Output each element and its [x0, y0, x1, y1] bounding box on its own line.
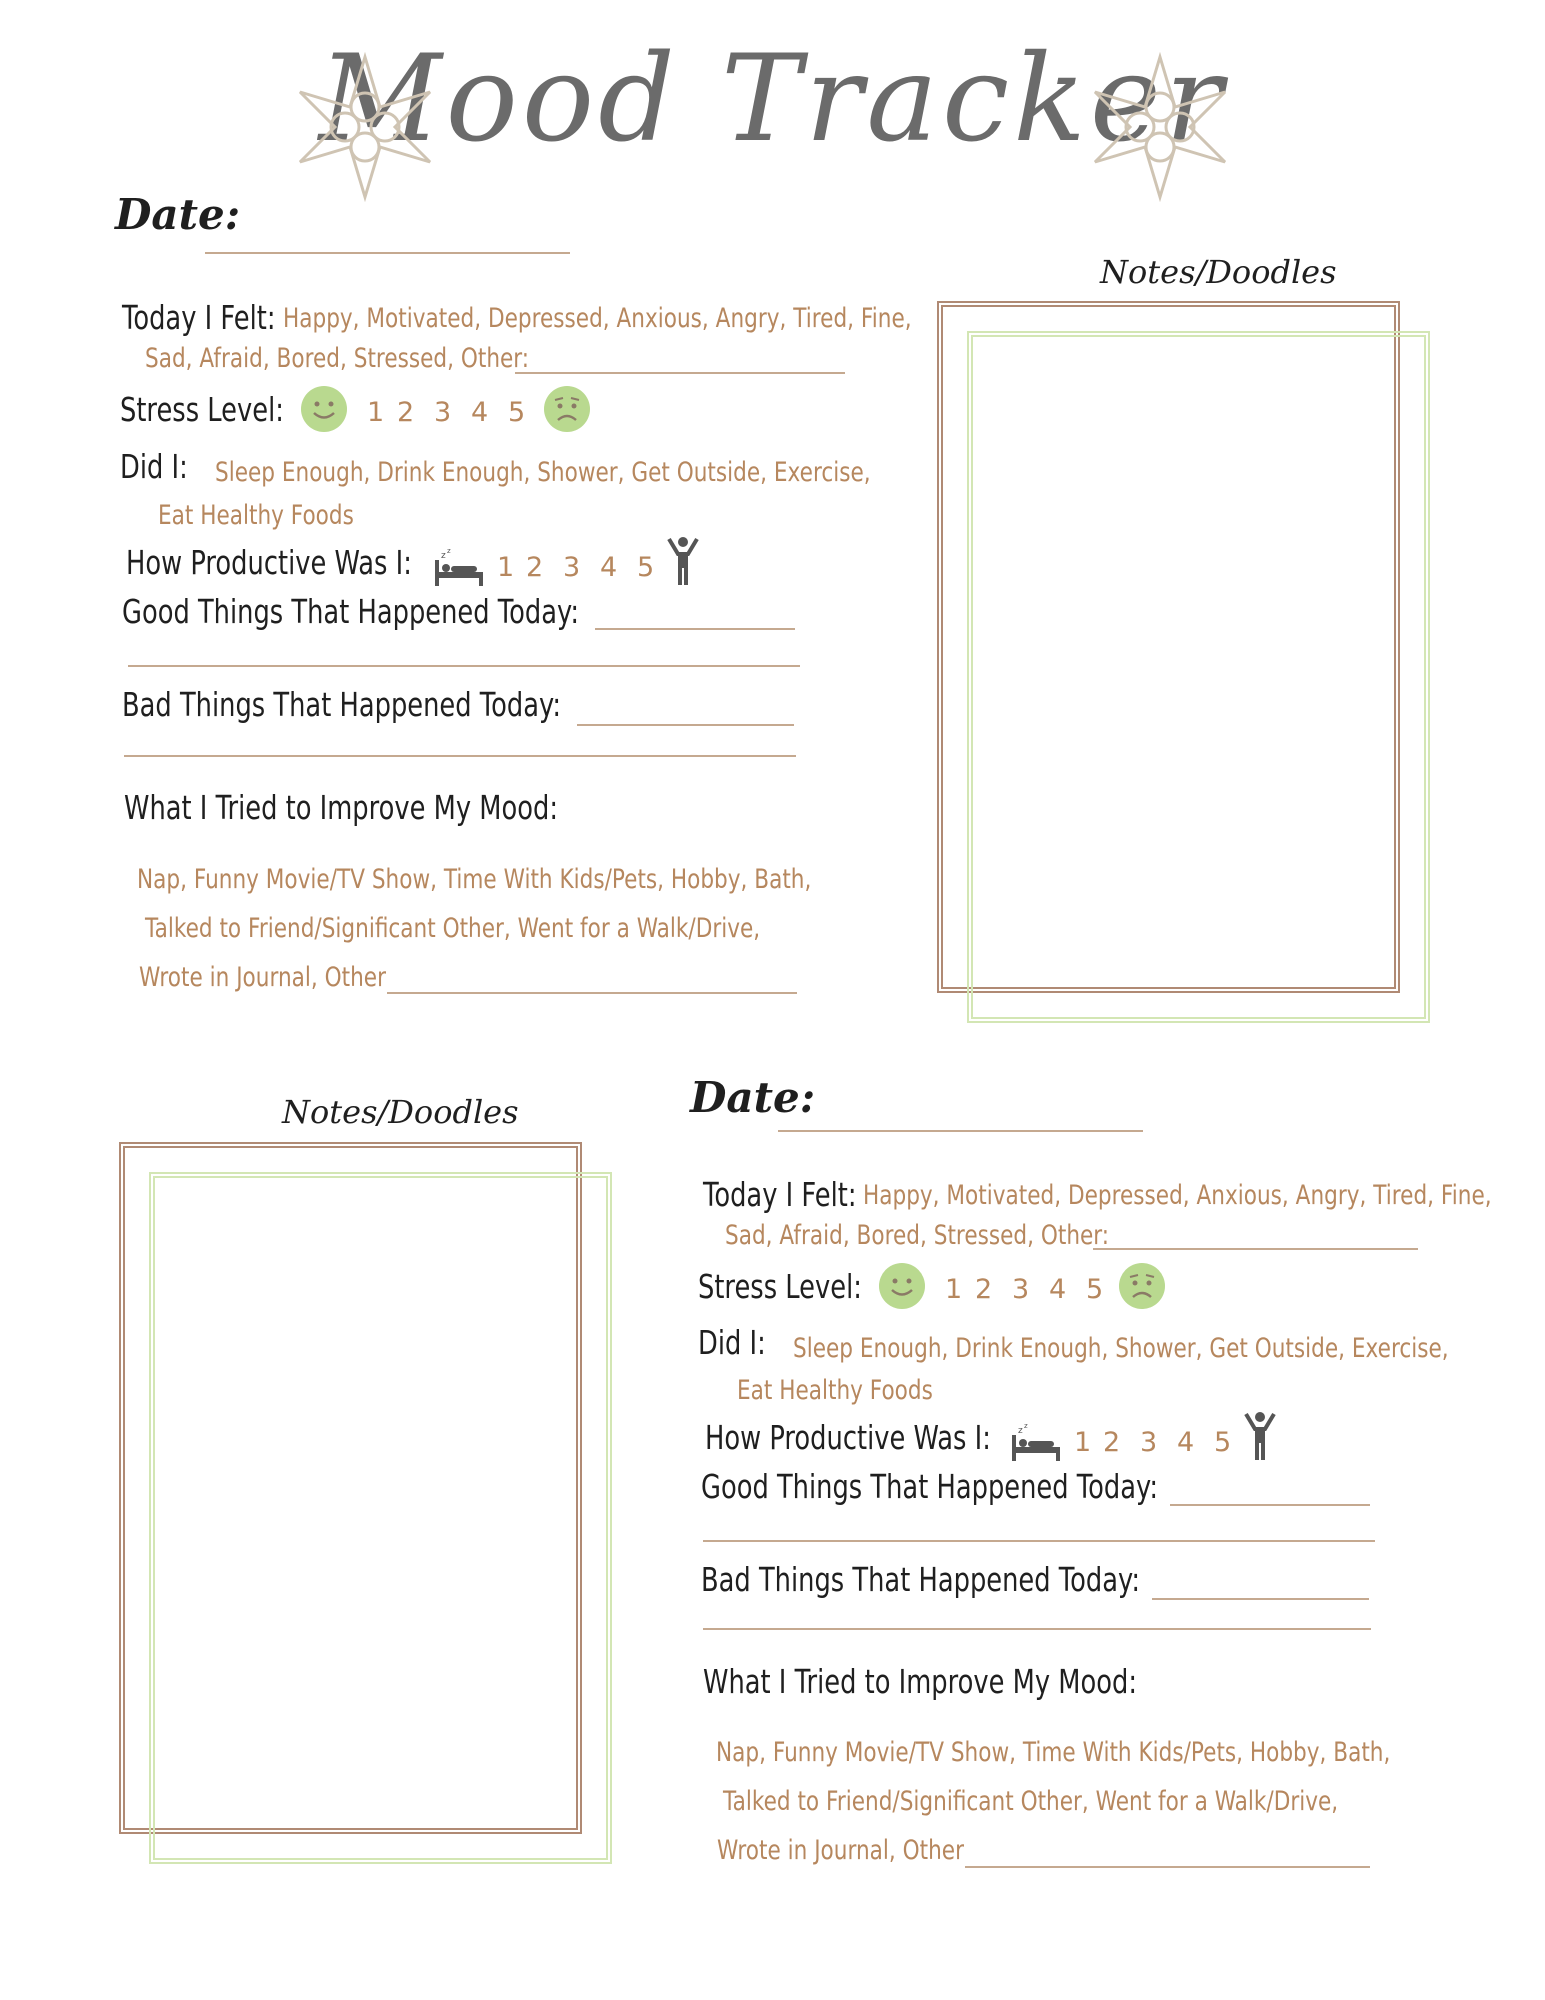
notes-area[interactable] [967, 331, 1430, 1023]
improve-options: Talked to Friend/Significant Other, Went for a Walk/Drive, [145, 913, 761, 944]
productive-label: How Productive Was I: [126, 543, 412, 582]
stress-scale-4[interactable]: 4 [471, 397, 489, 428]
productive-scale-4[interactable]: 4 [600, 552, 618, 583]
stress-scale-3[interactable]: 3 [434, 397, 452, 428]
svg-text:z: z [441, 551, 446, 561]
good-things-line[interactable] [128, 665, 800, 667]
productive-scale-3[interactable]: 3 [1140, 1427, 1158, 1458]
bad-things-line[interactable] [577, 724, 794, 726]
improve-other-line[interactable] [387, 992, 797, 994]
good-things-line[interactable] [703, 1540, 1375, 1542]
svg-text:z: z [447, 547, 451, 555]
did-options: Eat Healthy Foods [158, 500, 354, 531]
worried-face-icon [1118, 1262, 1166, 1310]
stress-scale-2[interactable]: 2 [975, 1274, 993, 1305]
date-label: Date: [690, 1073, 816, 1122]
did-options: Sleep Enough, Drink Enough, Shower, Get Outside, Exercise, [793, 1333, 1449, 1364]
improve-label: What I Tried to Improve My Mood: [703, 1662, 1138, 1701]
stress-scale-1[interactable]: 1 [367, 397, 385, 428]
productive-scale-1[interactable]: 1 [497, 552, 515, 583]
bad-things-line[interactable] [124, 755, 796, 757]
stress-scale-5[interactable]: 5 [508, 397, 526, 428]
stress-scale-2[interactable]: 2 [397, 397, 415, 428]
star-ornament-icon [1085, 52, 1235, 202]
bad-things-line[interactable] [1152, 1598, 1369, 1600]
felt-other-line[interactable] [1093, 1248, 1418, 1250]
person-in-bed-icon [1010, 1421, 1062, 1465]
felt-other-line[interactable] [515, 372, 845, 374]
bad-things-label: Bad Things That Happened Today: [122, 685, 562, 724]
improve-options: Wrote in Journal, Other [717, 1835, 964, 1866]
productive-scale-5[interactable]: 5 [1214, 1427, 1232, 1458]
did-label: Did I: [120, 447, 188, 486]
productive-scale-4[interactable]: 4 [1177, 1427, 1195, 1458]
star-ornament-icon [290, 52, 440, 202]
page-title: Mood Tracker [318, 30, 1227, 169]
productive-scale-1[interactable]: 1 [1074, 1427, 1092, 1458]
improve-options: Wrote in Journal, Other [139, 962, 386, 993]
felt-options: Sad, Afraid, Bored, Stressed, Other: [145, 343, 530, 374]
felt-label: Today I Felt: [122, 298, 276, 337]
person-arms-up-icon [666, 536, 700, 586]
person-arms-up-icon [1243, 1411, 1277, 1461]
notes-label: Notes/Doodles [1100, 253, 1337, 291]
productive-scale-5[interactable]: 5 [637, 552, 655, 583]
felt-label: Today I Felt: [703, 1175, 857, 1214]
smiling-face-icon [300, 385, 348, 433]
felt-options: Sad, Afraid, Bored, Stressed, Other: [725, 1220, 1110, 1251]
good-things-line[interactable] [595, 628, 795, 630]
bad-things-line[interactable] [703, 1628, 1371, 1630]
notes-label: Notes/Doodles [282, 1093, 519, 1131]
improve-label: What I Tried to Improve My Mood: [124, 788, 559, 827]
person-in-bed-icon [433, 546, 485, 590]
good-things-label: Good Things That Happened Today: [701, 1467, 1159, 1506]
did-options: Sleep Enough, Drink Enough, Shower, Get Outside, Exercise, [215, 457, 871, 488]
did-options: Eat Healthy Foods [737, 1375, 933, 1406]
worried-face-icon [543, 385, 591, 433]
good-things-label: Good Things That Happened Today: [122, 592, 580, 631]
date-line[interactable] [205, 252, 570, 254]
stress-scale-1[interactable]: 1 [945, 1274, 963, 1305]
stress-scale-3[interactable]: 3 [1012, 1274, 1030, 1305]
felt-options: Happy, Motivated, Depressed, Anxious, Angry, Tired, Fine, [863, 1180, 1492, 1211]
svg-text:z: z [1024, 1422, 1028, 1430]
improve-other-line[interactable] [965, 1866, 1370, 1868]
improve-options: Nap, Funny Movie/TV Show, Time With Kids/Pets, Hobby, Bath, [716, 1737, 1391, 1768]
date-label: Date: [115, 190, 241, 239]
good-things-line[interactable] [1170, 1504, 1370, 1506]
bad-things-label: Bad Things That Happened Today: [701, 1560, 1141, 1599]
stress-label: Stress Level: [698, 1267, 862, 1306]
productive-label: How Productive Was I: [705, 1418, 991, 1457]
productive-scale-3[interactable]: 3 [563, 552, 581, 583]
improve-options: Talked to Friend/Significant Other, Went for a Walk/Drive, [723, 1786, 1339, 1817]
felt-options: Happy, Motivated, Depressed, Anxious, Angry, Tired, Fine, [283, 303, 912, 334]
improve-options: Nap, Funny Movie/TV Show, Time With Kids/Pets, Hobby, Bath, [137, 864, 812, 895]
stress-scale-5[interactable]: 5 [1086, 1274, 1104, 1305]
svg-text:z: z [1018, 1426, 1023, 1436]
productive-scale-2[interactable]: 2 [1103, 1427, 1121, 1458]
date-line[interactable] [778, 1130, 1143, 1132]
productive-scale-2[interactable]: 2 [526, 552, 544, 583]
did-label: Did I: [698, 1323, 766, 1362]
notes-area[interactable] [149, 1172, 612, 1864]
stress-label: Stress Level: [120, 390, 284, 429]
smiling-face-icon [878, 1262, 926, 1310]
stress-scale-4[interactable]: 4 [1049, 1274, 1067, 1305]
